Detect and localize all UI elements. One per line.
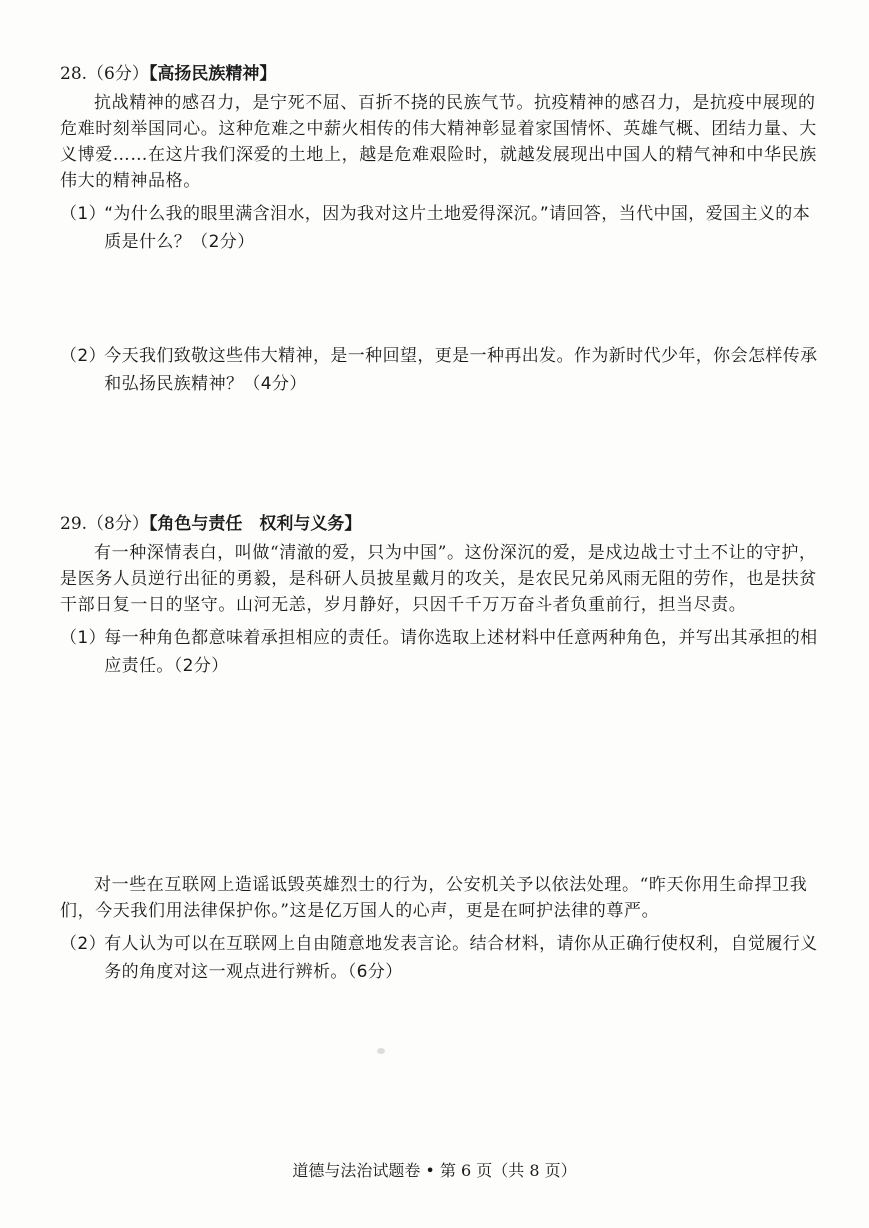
question-29-sub-2-text: 有人认为可以在互联网上自由随意地发表言论。结合材料，请你从正确行使权利，自觉履行义务的角度对这一观点进行辨析。（6分） [104, 934, 818, 982]
answer-space-29-2[interactable] [60, 995, 820, 1145]
question-28-sub-2-text: 今天我们致敬这些伟大精神，是一种回望，更是一种再出发。作为新时代少年，你会怎样传承和弘扬民族精神？（4分） [104, 346, 818, 394]
question-29-number: 29.（8分） [60, 514, 149, 534]
question-29 [60, 512, 820, 680]
question-29-material-2: 对一些在互联网上造谣诋毁英雄烈士的行为，公安机关予以依法处理。“昨天你用生命捍卫我们，今天我们用法律保护你。”这是亿万国人的心声，更是在呵护法律的尊严。 [60, 875, 808, 921]
question-29-header [60, 512, 820, 536]
question-28-sub-1 [60, 200, 820, 256]
question-28-sub-2 [60, 342, 820, 398]
question-28-sub-2-label: （2） [60, 346, 107, 366]
question-29-sub-1-label: （1） [60, 628, 107, 648]
question-29-part-2 [60, 872, 820, 986]
page-footer: 道德与法治试题卷 • 第 6 页（共 8 页） [292, 1161, 577, 1180]
question-28-header [60, 62, 820, 86]
question-28-sub-2-block [60, 340, 820, 398]
question-29-sub-2-label: （2） [60, 934, 107, 954]
answer-space-28-1[interactable] [60, 262, 820, 332]
question-29-sub-1-text: 每一种角色都意味着承担相应的责任。请你选取上述材料中任意两种角色，并写出其承担的相应责任。（2分） [104, 628, 818, 676]
question-29-sub-1 [60, 624, 820, 680]
question-28-sub-1-text: “为什么我的眼里满含泪水，因为我对这片土地爱得深沉。”请回答，当代中国，爱国主义的本质是什么？（2分） [104, 204, 811, 252]
question-29-material-1: 有一种深情表白，叫做“清澈的爱，只为中国”。这份深沉的爱，是戍边战士寸土不让的守护，是医务人员逆行出征的勇毅，是科研人员披星戴月的攻关，是农民兄弟风雨无阻的劳作，也是扶贫干部日复一日的坚守。山河无恙，岁月静好，只因千千万万奋斗者负重前行，担当尽责。 [60, 543, 817, 615]
question-29-title: 【角色与责任 权利与义务】 [148, 514, 362, 534]
answer-space-28-2[interactable] [60, 405, 820, 505]
answer-space-29-1[interactable] [60, 715, 820, 865]
question-28-number: 28.（6分） [60, 64, 149, 84]
question-28-sub-1-label: （1） [60, 204, 107, 224]
question-28-material: 抗战精神的感召力，是宁死不屈、百折不挠的民族气节。抗疫精神的感召力，是抗疫中展现的危难时刻举国同心。这种危难之中薪火相传的伟大精神彰显着家国情怀、英雄气概、团结力量、大义博爱……在这片我们深爱的土地上，越是危难艰险时，就越发展现出中国人的精气神和中华民族伟大的精神品格。 [60, 93, 817, 191]
question-28 [60, 62, 820, 256]
scan-speck [377, 1048, 385, 1054]
question-28-title: 【高扬民族精神】 [148, 64, 277, 84]
question-29-sub-2 [60, 930, 820, 986]
